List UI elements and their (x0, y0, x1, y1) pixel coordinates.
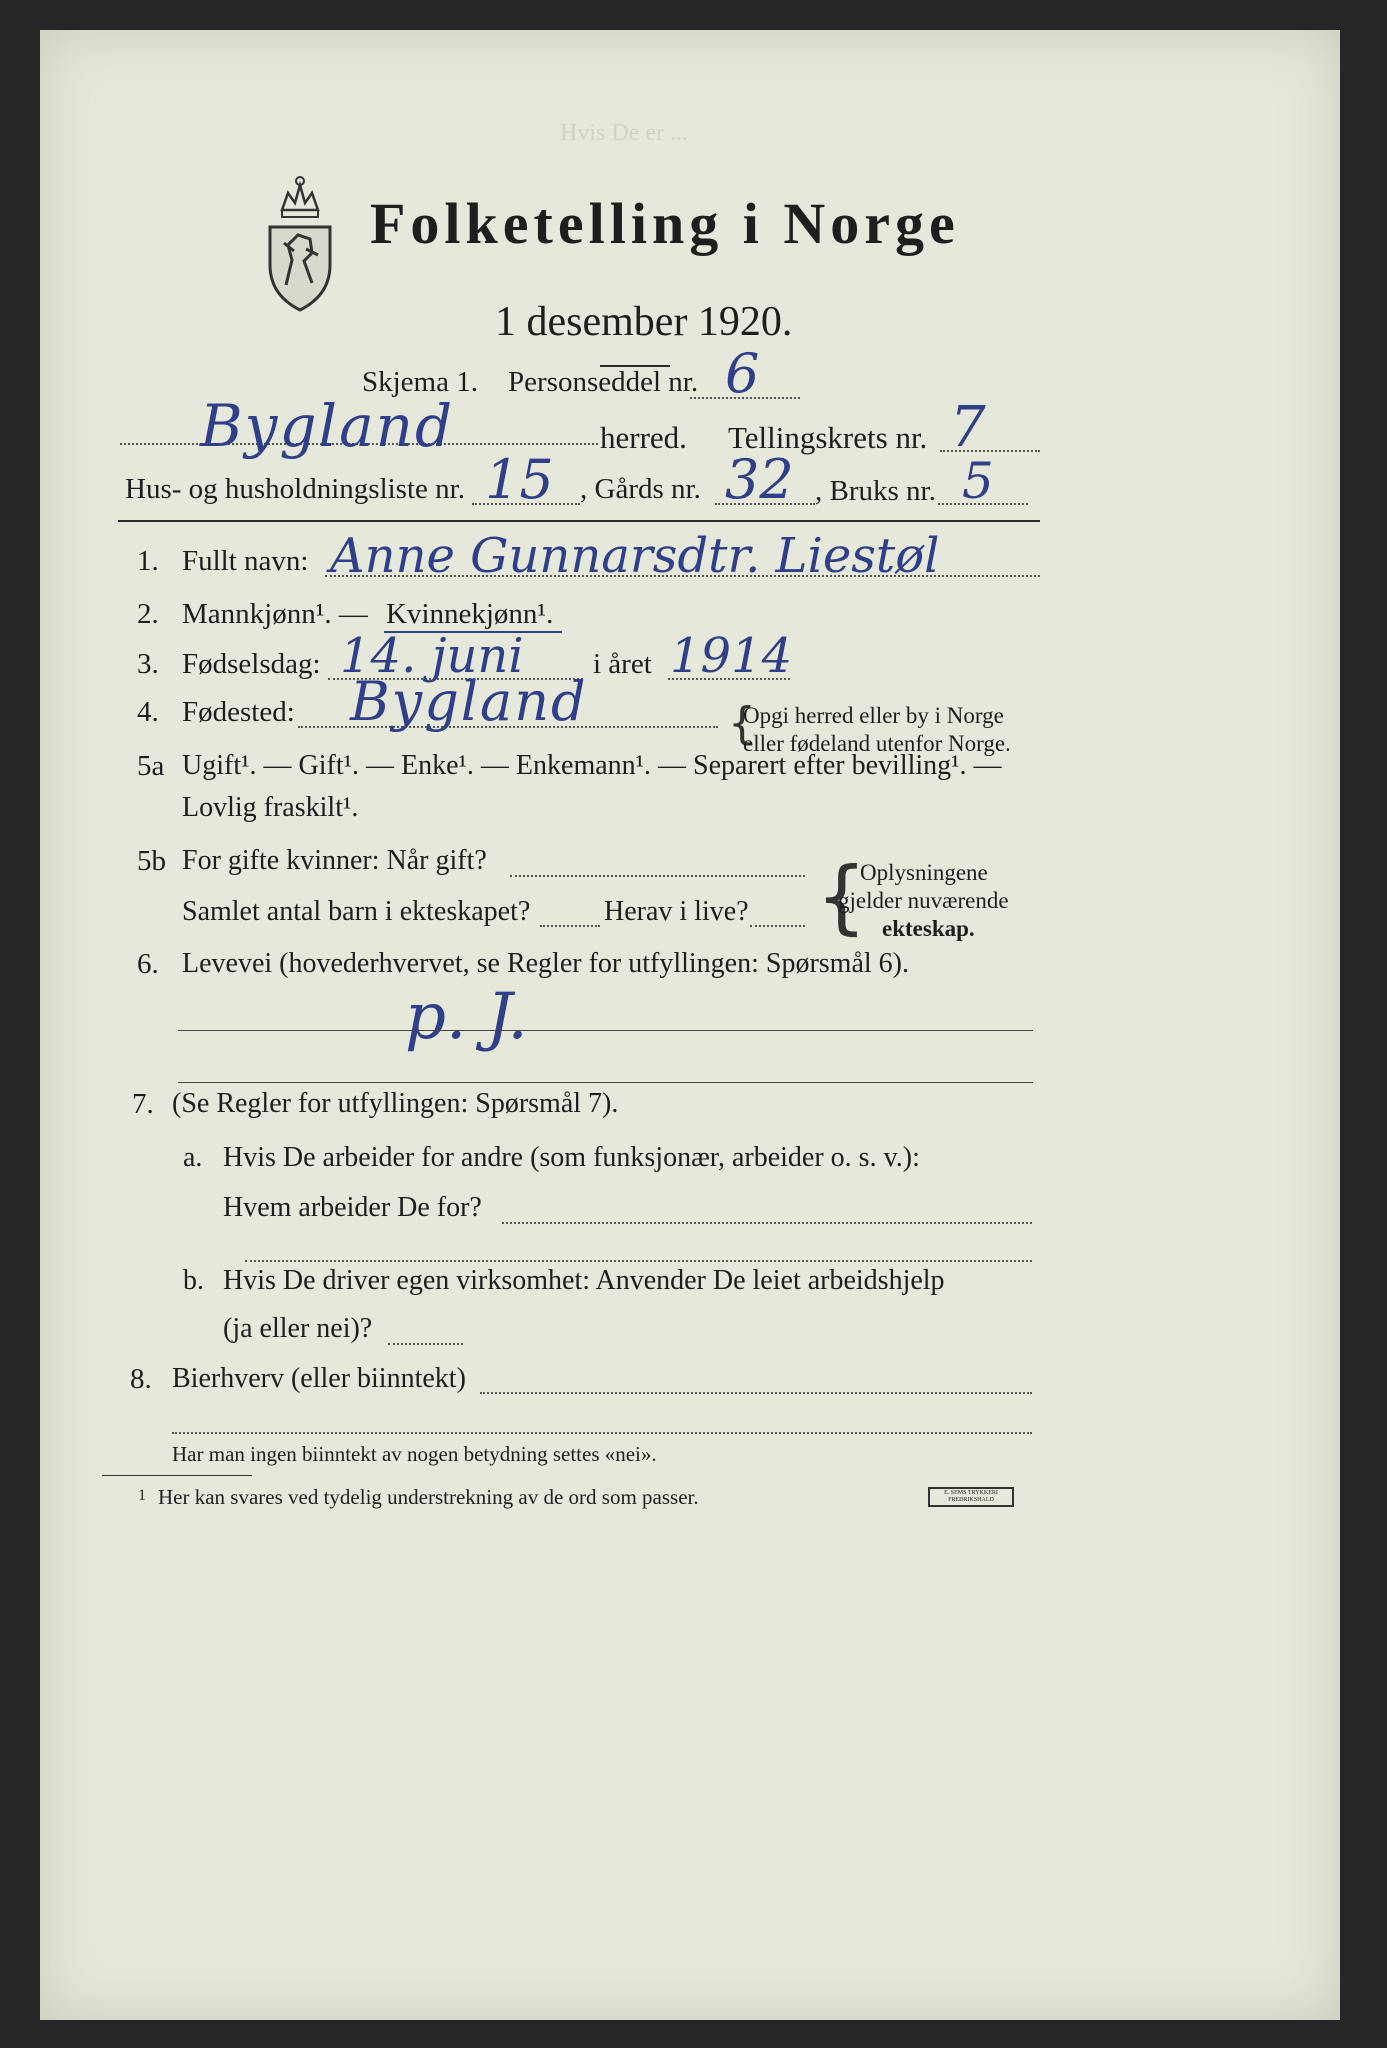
q5b-children-line (540, 925, 600, 927)
gards-label: , Gårds nr. (580, 473, 701, 505)
herred-value: Bygland (200, 392, 455, 460)
personseddel-value: 6 (725, 342, 760, 405)
q5b-note-line2: gjelder nuværende (838, 888, 1009, 913)
q5b-alive-line (750, 925, 805, 927)
q4-note-line2: eller fødeland utenfor Norge. (743, 731, 1011, 756)
footnote-separator (102, 1475, 252, 1476)
q5b-children-label: Samlet antal barn i ekteskapet? (182, 896, 531, 927)
q3-label: Fødselsdag: (182, 648, 321, 680)
q1-number: 1. (137, 545, 159, 577)
q6-line1 (178, 1030, 1033, 1031)
tellingskrets-value: 7 (950, 395, 986, 460)
q2-male-option: Mannkjønn¹. — (182, 598, 368, 630)
q8-line2 (172, 1432, 1032, 1434)
personseddel-label: Personseddel nr. (508, 366, 699, 398)
q7a-letter: a. (183, 1142, 203, 1173)
q8-number: 8. (130, 1363, 152, 1395)
q6-line2 (178, 1082, 1033, 1083)
q1-label: Fullt navn: (182, 545, 309, 577)
q8-note: Har man ingen biinntekt av nogen betydning settes «nei». (172, 1442, 657, 1466)
q7b-line2: (ja eller nei)? (223, 1313, 373, 1344)
q8-line (480, 1392, 1032, 1394)
footnote-mark: 1 (138, 1487, 146, 1504)
q2-number: 2. (137, 598, 159, 630)
q5a-options-line2: Lovlig fraskilt¹. (182, 792, 359, 823)
q7a-employer-line (502, 1222, 1032, 1224)
printer-stamp (928, 1487, 1014, 1507)
norwegian-coat-of-arms-icon (262, 165, 338, 315)
q3-number: 3. (137, 648, 159, 680)
husholdning-value: 15 (485, 448, 554, 511)
q6-number: 6. (137, 948, 159, 980)
q5a-options-line1: Ugift¹. — Gift¹. — Enke¹. — Enkemann¹. — Separert efter bevilling¹. — (182, 750, 1002, 781)
footnote-text: Her kan svares ved tydelig understrekning av de ord som passer. (158, 1485, 699, 1509)
q4-label: Fødested: (182, 696, 295, 728)
q7a-line1: Hvis De arbeider for andre (som funksjonær, arbeider o. s. v.): (223, 1142, 920, 1173)
q5b-line1: For gifte kvinner: Når gift? (182, 845, 487, 876)
husholdning-label: Hus- og husholdningsliste nr. (125, 473, 465, 505)
q5b-number: 5b (137, 845, 166, 877)
q5b-brace: { (816, 850, 867, 943)
q5b-married-line (510, 875, 805, 877)
header-divider (118, 520, 1040, 522)
q7-label: (Se Regler for utfyllingen: Spørsmål 7). (172, 1088, 619, 1119)
q2-female-option: Kvinnekjønn¹. (386, 598, 554, 630)
q5b-note-line1: Oplysningene (860, 860, 988, 885)
q1-full-name-value: Anne Gunnarsdtr. Liestøl (330, 528, 940, 584)
q3-year-label: i året (593, 648, 652, 680)
q5b-note-line3: ekteskap. (882, 916, 975, 941)
tellingskrets-label: Tellingskrets nr. (728, 420, 928, 455)
q7b-answer-line (388, 1343, 463, 1345)
q3-birthday-value: 14. juni (340, 628, 524, 684)
bruks-value: 5 (962, 452, 994, 510)
census-form-sheet (40, 30, 1340, 2020)
q4-number: 4. (137, 696, 159, 728)
q5b-alive-label: Herav i live? (604, 896, 749, 927)
q6-label: Levevei (hovederhvervet, se Regler for utfyllingen: Spørsmål 6). (182, 948, 909, 979)
q4-note-line1: Opgi herred eller by i Norge (743, 703, 1004, 728)
q8-label: Bierhverv (eller biinntekt) (172, 1363, 466, 1394)
q4-brace: { (728, 698, 756, 749)
gards-value: 32 (725, 448, 794, 511)
q7a-line2: Hvem arbeider De for? (223, 1192, 482, 1223)
bleed-through-text: Hvis De er ... (560, 120, 688, 146)
q5a-number: 5a (137, 750, 165, 782)
printer-stamp-text: E. SEMS TRYKKERI FREDRIKSHALD (944, 1490, 998, 1503)
census-date: 1 desember 1920. (495, 299, 793, 345)
q7b-letter: b. (183, 1265, 204, 1296)
schema-label: Skjema 1. (362, 366, 478, 398)
form-title: Folketelling i Norge (370, 191, 960, 256)
q6-occupation-value: p. J. (405, 980, 528, 1054)
q3-year-value: 1914 (670, 628, 793, 684)
herred-label: herred. (600, 420, 687, 455)
q7-number: 7. (132, 1088, 154, 1120)
bruks-label: , Bruks nr. (815, 475, 936, 507)
q7a-employer-line2 (245, 1260, 1032, 1262)
q7b-line1: Hvis De driver egen virksomhet: Anvender De leiet arbeidshjelp (223, 1265, 945, 1296)
q4-birthplace-value: Bygland (350, 670, 588, 733)
